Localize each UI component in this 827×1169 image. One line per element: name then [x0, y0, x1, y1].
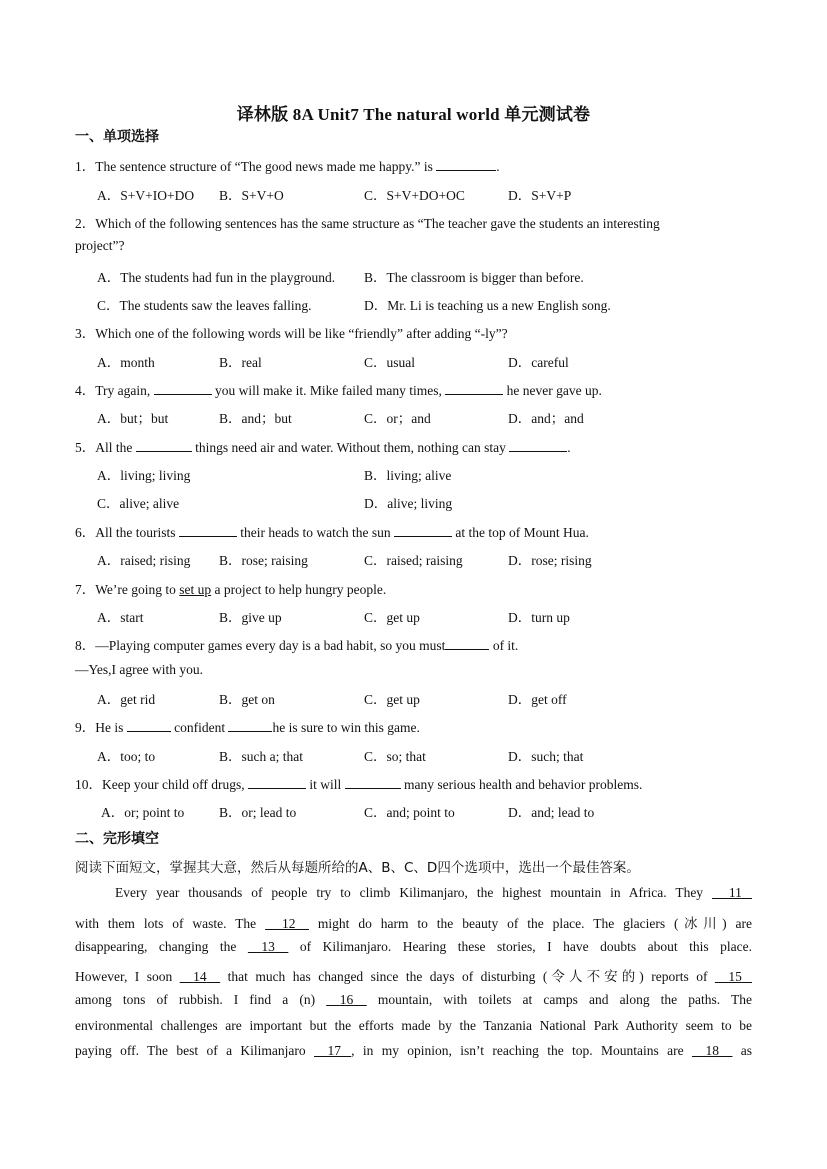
question-number: 10． [75, 777, 102, 792]
option-a[interactable]: A．raised; rising [97, 553, 191, 568]
question-text: you will make it. Mike failed many times, [215, 383, 442, 398]
question-text: a project to help hungry people. [214, 582, 387, 597]
passage-line [75, 992, 752, 1008]
question-text: at the top of Mount Hua. [455, 525, 589, 540]
passage-text: Every year thousands of people try to climb Kilimanjaro, the highest mountain in Africa. They [115, 885, 704, 900]
question-10 [75, 773, 642, 793]
option-b[interactable]: B．living; alive [364, 468, 452, 483]
question-number: 2． [75, 216, 96, 231]
option-c[interactable]: C．and; point to [364, 805, 455, 820]
option-a[interactable]: A．get rid [97, 692, 156, 707]
option-d[interactable]: D．and; lead to [508, 805, 595, 820]
section-heading-cloze: 二、完形填空 [75, 831, 159, 847]
passage-text: among tons of rubbish. I find a (n) [75, 992, 316, 1007]
option-a[interactable]: A．The students had fun in the playground. [97, 270, 336, 285]
cloze-instruction: 阅读下面短文，掌握其大意，然后从每题所给的A、B、C、D四个选项中，选出一个最佳答案。 [75, 860, 640, 876]
option-a[interactable]: A．start [97, 610, 144, 625]
question-9 [75, 716, 420, 736]
option-c[interactable]: C．get up [364, 610, 420, 625]
option-a[interactable]: A．but；but [97, 411, 169, 426]
option-c[interactable]: C．usual [364, 355, 416, 370]
option-c[interactable]: C．S+V+DO+OC [364, 188, 465, 203]
answer-blank [248, 777, 306, 789]
question-4 [75, 379, 602, 399]
question-number: 9． [75, 720, 96, 735]
answer-blank [136, 440, 192, 452]
question-number: 6． [75, 525, 96, 540]
question-6 [75, 521, 589, 541]
option-c[interactable]: C．alive; alive [97, 496, 180, 511]
question-7 [75, 578, 386, 598]
answer-blank [179, 525, 237, 537]
question-5 [75, 436, 571, 456]
option-b[interactable]: B．rose; raising [219, 553, 308, 568]
question-2 [75, 212, 660, 232]
question-text-end: . [496, 159, 500, 174]
question-text: All the [95, 440, 133, 455]
passage-line [115, 885, 752, 901]
option-d[interactable]: D．careful [508, 355, 569, 370]
cloze-blank-14: 14 [193, 969, 207, 984]
question-text: All the tourists [95, 525, 176, 540]
question-text-end: . [567, 440, 571, 455]
option-d[interactable]: D．rose; rising [508, 553, 592, 568]
question-text: many serious health and behavior problems. [403, 777, 643, 792]
passage-text: with them lots of waste. The [75, 916, 257, 931]
question-3 [75, 322, 508, 342]
option-b[interactable]: B．real [219, 355, 262, 370]
option-c[interactable]: C．so; that [364, 749, 426, 764]
option-d[interactable]: D．and；and [508, 411, 584, 426]
passage-text: paying off. The best of a Kilimanjaro [75, 1043, 306, 1058]
question-text: things need air and water. Without them, nothing can stay [195, 440, 506, 455]
question-8 [75, 634, 518, 654]
passage-text: disappearing, changing the [75, 939, 237, 954]
passage-text: as [740, 1043, 753, 1058]
option-a[interactable]: A．S+V+IO+DO [97, 188, 195, 203]
passage-text: mountain, with toilets at camps and along the paths. The [377, 992, 752, 1007]
section-heading-single-choice: 一、单项选择 [75, 129, 159, 145]
question-text: Which one of the following words will be like “friendly” after adding “-ly”? [95, 326, 508, 341]
option-a[interactable]: A．too; to [97, 749, 156, 764]
question-text: The sentence structure of “The good news made me happy.” is [95, 159, 433, 174]
option-c[interactable]: C．The students saw the leaves falling. [97, 298, 312, 313]
cloze-blank-15: 15 [728, 969, 742, 984]
cloze-blank-11: 11 [728, 885, 742, 900]
cloze-blank-13: 13 [261, 939, 275, 954]
question-number: 8． [75, 638, 96, 653]
passage-line [75, 1043, 752, 1059]
page-title: 译林版 8A Unit7 The natural world 单元测试卷 [236, 105, 591, 124]
answer-blank [228, 720, 272, 732]
option-d[interactable]: D．S+V+P [508, 188, 572, 203]
question-text: confident [174, 720, 226, 735]
option-b[interactable]: B．or; lead to [219, 805, 297, 820]
cloze-blank-12: 12 [281, 916, 296, 931]
question-text: He is [95, 720, 124, 735]
passage-text: might do harm to the beauty of the place. The glaciers (冰川) are [317, 916, 753, 931]
passage-text: However, I soon [75, 969, 173, 984]
question-text: of it. [492, 638, 519, 653]
option-b[interactable]: B．The classroom is bigger than before. [364, 270, 584, 285]
answer-blank [436, 159, 496, 171]
answer-blank [394, 525, 452, 537]
answer-blank [445, 383, 503, 395]
passage-line [75, 965, 752, 985]
answer-blank [509, 440, 567, 452]
option-d[interactable]: D．such; that [508, 749, 584, 764]
option-d[interactable]: D．Mr. Li is teaching us a new English song. [364, 298, 611, 313]
passage-text: that much has changed since the days of disturbing (令人不安的) reports of [227, 969, 708, 984]
passage-text: of Kilimanjaro. Hearing these stories, I have doubts about this place. [299, 939, 753, 954]
question-text: We’re going to [95, 582, 176, 597]
question-number: 5． [75, 440, 96, 455]
option-a[interactable]: A．or; point to [101, 805, 185, 820]
answer-blank [445, 638, 489, 650]
question-number: 3． [75, 326, 96, 341]
question-text: their heads to watch the sun [240, 525, 391, 540]
answer-blank [154, 383, 212, 395]
question-text: Keep your child off drugs, [102, 777, 245, 792]
passage-text: , in my opinion, isn’t reaching the top. Mountains are [351, 1043, 684, 1058]
option-d[interactable]: D．get off [508, 692, 567, 707]
cloze-blank-17: 17 [327, 1043, 342, 1058]
question-number: 7． [75, 582, 96, 597]
option-c[interactable]: C．get up [364, 692, 420, 707]
option-c[interactable]: C．raised; raising [364, 553, 463, 568]
option-a[interactable]: A．living; living [97, 468, 191, 483]
question-number: 1． [75, 159, 96, 174]
question-text: he never gave up. [506, 383, 602, 398]
question-text: he is sure to win this game. [272, 720, 420, 735]
answer-blank [345, 777, 401, 789]
option-b[interactable]: B．and；but [219, 411, 292, 426]
cloze-blank-18: 18 [705, 1043, 719, 1058]
question-number: 4． [75, 383, 96, 398]
option-b[interactable]: B．get on [219, 692, 275, 707]
option-c[interactable]: C．or；and [364, 411, 431, 426]
option-d[interactable]: D．turn up [508, 610, 570, 625]
option-b[interactable]: B．give up [219, 610, 282, 625]
question-text: Try again, [95, 383, 151, 398]
question-2-continued: project”? [75, 238, 125, 253]
question-8-response: —Yes,I agree with you. [75, 662, 203, 677]
option-a[interactable]: A．month [97, 355, 155, 370]
question-text: Which of the following sentences has the same structure as “The teacher gave the students an interesting [95, 216, 660, 231]
question-1 [75, 155, 500, 175]
answer-blank [127, 720, 171, 732]
option-d[interactable]: D．alive; living [364, 496, 453, 511]
option-b[interactable]: B．S+V+O [219, 188, 284, 203]
question-text: it will [309, 777, 342, 792]
passage-line [75, 939, 752, 955]
underlined-phrase: set up [179, 582, 212, 597]
cloze-blank-16: 16 [339, 992, 354, 1007]
question-text: —Playing computer games every day is a bad habit, so you must [95, 638, 446, 653]
option-b[interactable]: B．such a; that [219, 749, 303, 764]
passage-line [75, 912, 752, 932]
passage-line: environmental challenges are important but the efforts made by the Tanzania National Park Authority seem to be [75, 1018, 752, 1033]
